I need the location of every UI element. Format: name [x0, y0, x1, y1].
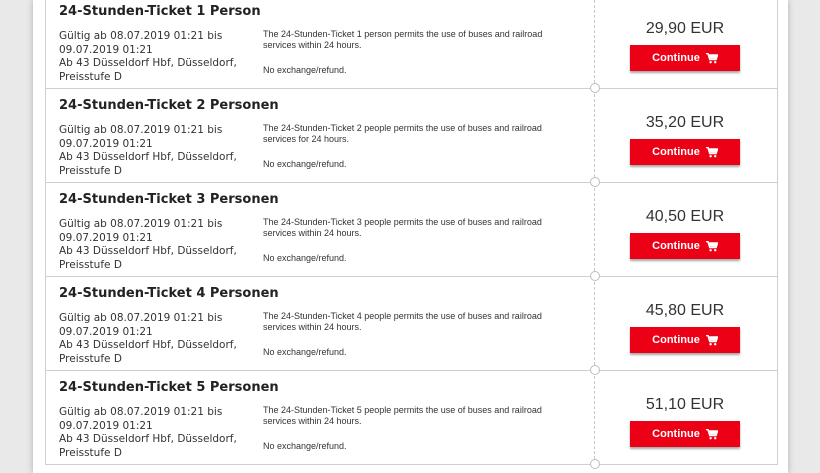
ticket-route: Ab 43 Düsseldorf Hbf, Düsseldorf, Preisstufe D — [59, 433, 237, 459]
ticket-price: 40,50 EUR — [645, 208, 725, 225]
continue-button[interactable] — [630, 233, 740, 259]
ticket-perforation — [594, 183, 595, 276]
shopping-cart-icon — [706, 335, 718, 346]
shopping-cart-icon — [706, 147, 718, 158]
ticket-description: The 24-Stunden-Ticket 3 people permits the use of buses and railroad services within 24 hours. — [263, 217, 542, 238]
continue-button-label: Continue — [652, 428, 700, 440]
continue-button[interactable] — [630, 421, 740, 447]
ticket-note: No exchange/refund. — [263, 253, 347, 263]
ticket-info — [59, 218, 249, 272]
ticket-perforation — [594, 0, 595, 88]
ticket-validity: Gültig ab 08.07.2019 01:21 bis 09.07.2019 01:21 — [59, 312, 223, 338]
ticket-route: Ab 43 Düsseldorf Hbf, Düsseldorf, Preisstufe D — [59, 57, 237, 83]
ticket-perforation — [594, 371, 595, 464]
ticket-card — [45, 277, 778, 371]
ticket-info — [59, 124, 249, 178]
ticket-list — [45, 0, 778, 465]
ticket-perforation — [594, 277, 595, 370]
ticket-description: The 24-Stunden-Ticket 1 person permits the use of buses and railroad services within 24 hours. — [263, 29, 543, 50]
ticket-route: Ab 43 Düsseldorf Hbf, Düsseldorf, Preisstufe D — [59, 339, 237, 365]
ticket-note: No exchange/refund. — [263, 347, 347, 357]
ticket-card — [45, 183, 778, 277]
shopping-cart-icon — [706, 429, 718, 440]
ticket-validity: Gültig ab 08.07.2019 01:21 bis 09.07.2019 01:21 — [59, 124, 223, 150]
ticket-description: The 24-Stunden-Ticket 5 people permits the use of buses and railroad services within 24 hours. — [263, 405, 542, 426]
ticket-title: 24-Stunden-Ticket 3 Personen — [59, 192, 279, 207]
continue-button-label: Continue — [652, 146, 700, 158]
ticket-results-page — [33, 0, 788, 473]
ticket-info — [59, 406, 249, 460]
continue-button[interactable] — [630, 45, 740, 71]
continue-button[interactable] — [630, 327, 740, 353]
ticket-title: 24-Stunden-Ticket 4 Personen — [59, 286, 279, 301]
ticket-perforation — [594, 89, 595, 182]
ticket-note: No exchange/refund. — [263, 65, 347, 75]
ticket-title: 24-Stunden-Ticket 5 Personen — [59, 380, 279, 395]
ticket-title: 24-Stunden-Ticket 2 Personen — [59, 98, 279, 113]
shopping-cart-icon — [706, 53, 718, 64]
ticket-info — [59, 312, 249, 366]
ticket-notch — [590, 83, 600, 93]
ticket-card — [45, 371, 778, 465]
ticket-note: No exchange/refund. — [263, 441, 347, 451]
ticket-route: Ab 43 Düsseldorf Hbf, Düsseldorf, Preisstufe D — [59, 151, 237, 177]
continue-button[interactable] — [630, 139, 740, 165]
ticket-card — [45, 0, 778, 89]
continue-button-label: Continue — [652, 52, 700, 64]
ticket-notch — [590, 459, 600, 469]
ticket-validity: Gültig ab 08.07.2019 01:21 bis 09.07.2019 01:21 — [59, 406, 223, 432]
ticket-description: The 24-Stunden-Ticket 2 people permits the use of buses and railroad services for 24 hours. — [263, 123, 542, 144]
ticket-price: 45,80 EUR — [645, 302, 725, 319]
continue-button-label: Continue — [652, 240, 700, 252]
ticket-notch — [590, 177, 600, 187]
ticket-card — [45, 89, 778, 183]
ticket-notch — [590, 365, 600, 375]
ticket-validity: Gültig ab 08.07.2019 01:21 bis 09.07.2019 01:21 — [59, 30, 223, 56]
ticket-note: No exchange/refund. — [263, 159, 347, 169]
ticket-price: 29,90 EUR — [645, 20, 725, 37]
ticket-validity: Gültig ab 08.07.2019 01:21 bis 09.07.2019 01:21 — [59, 218, 223, 244]
ticket-info — [59, 30, 249, 84]
shopping-cart-icon — [706, 241, 718, 252]
ticket-price: 35,20 EUR — [645, 114, 725, 131]
ticket-notch — [590, 271, 600, 281]
ticket-title: 24-Stunden-Ticket 1 Person — [59, 4, 261, 19]
ticket-route: Ab 43 Düsseldorf Hbf, Düsseldorf, Preisstufe D — [59, 245, 237, 271]
ticket-description: The 24-Stunden-Ticket 4 people permits the use of buses and railroad services within 24 hours. — [263, 311, 542, 332]
ticket-price: 51,10 EUR — [645, 396, 725, 413]
continue-button-label: Continue — [652, 334, 700, 346]
